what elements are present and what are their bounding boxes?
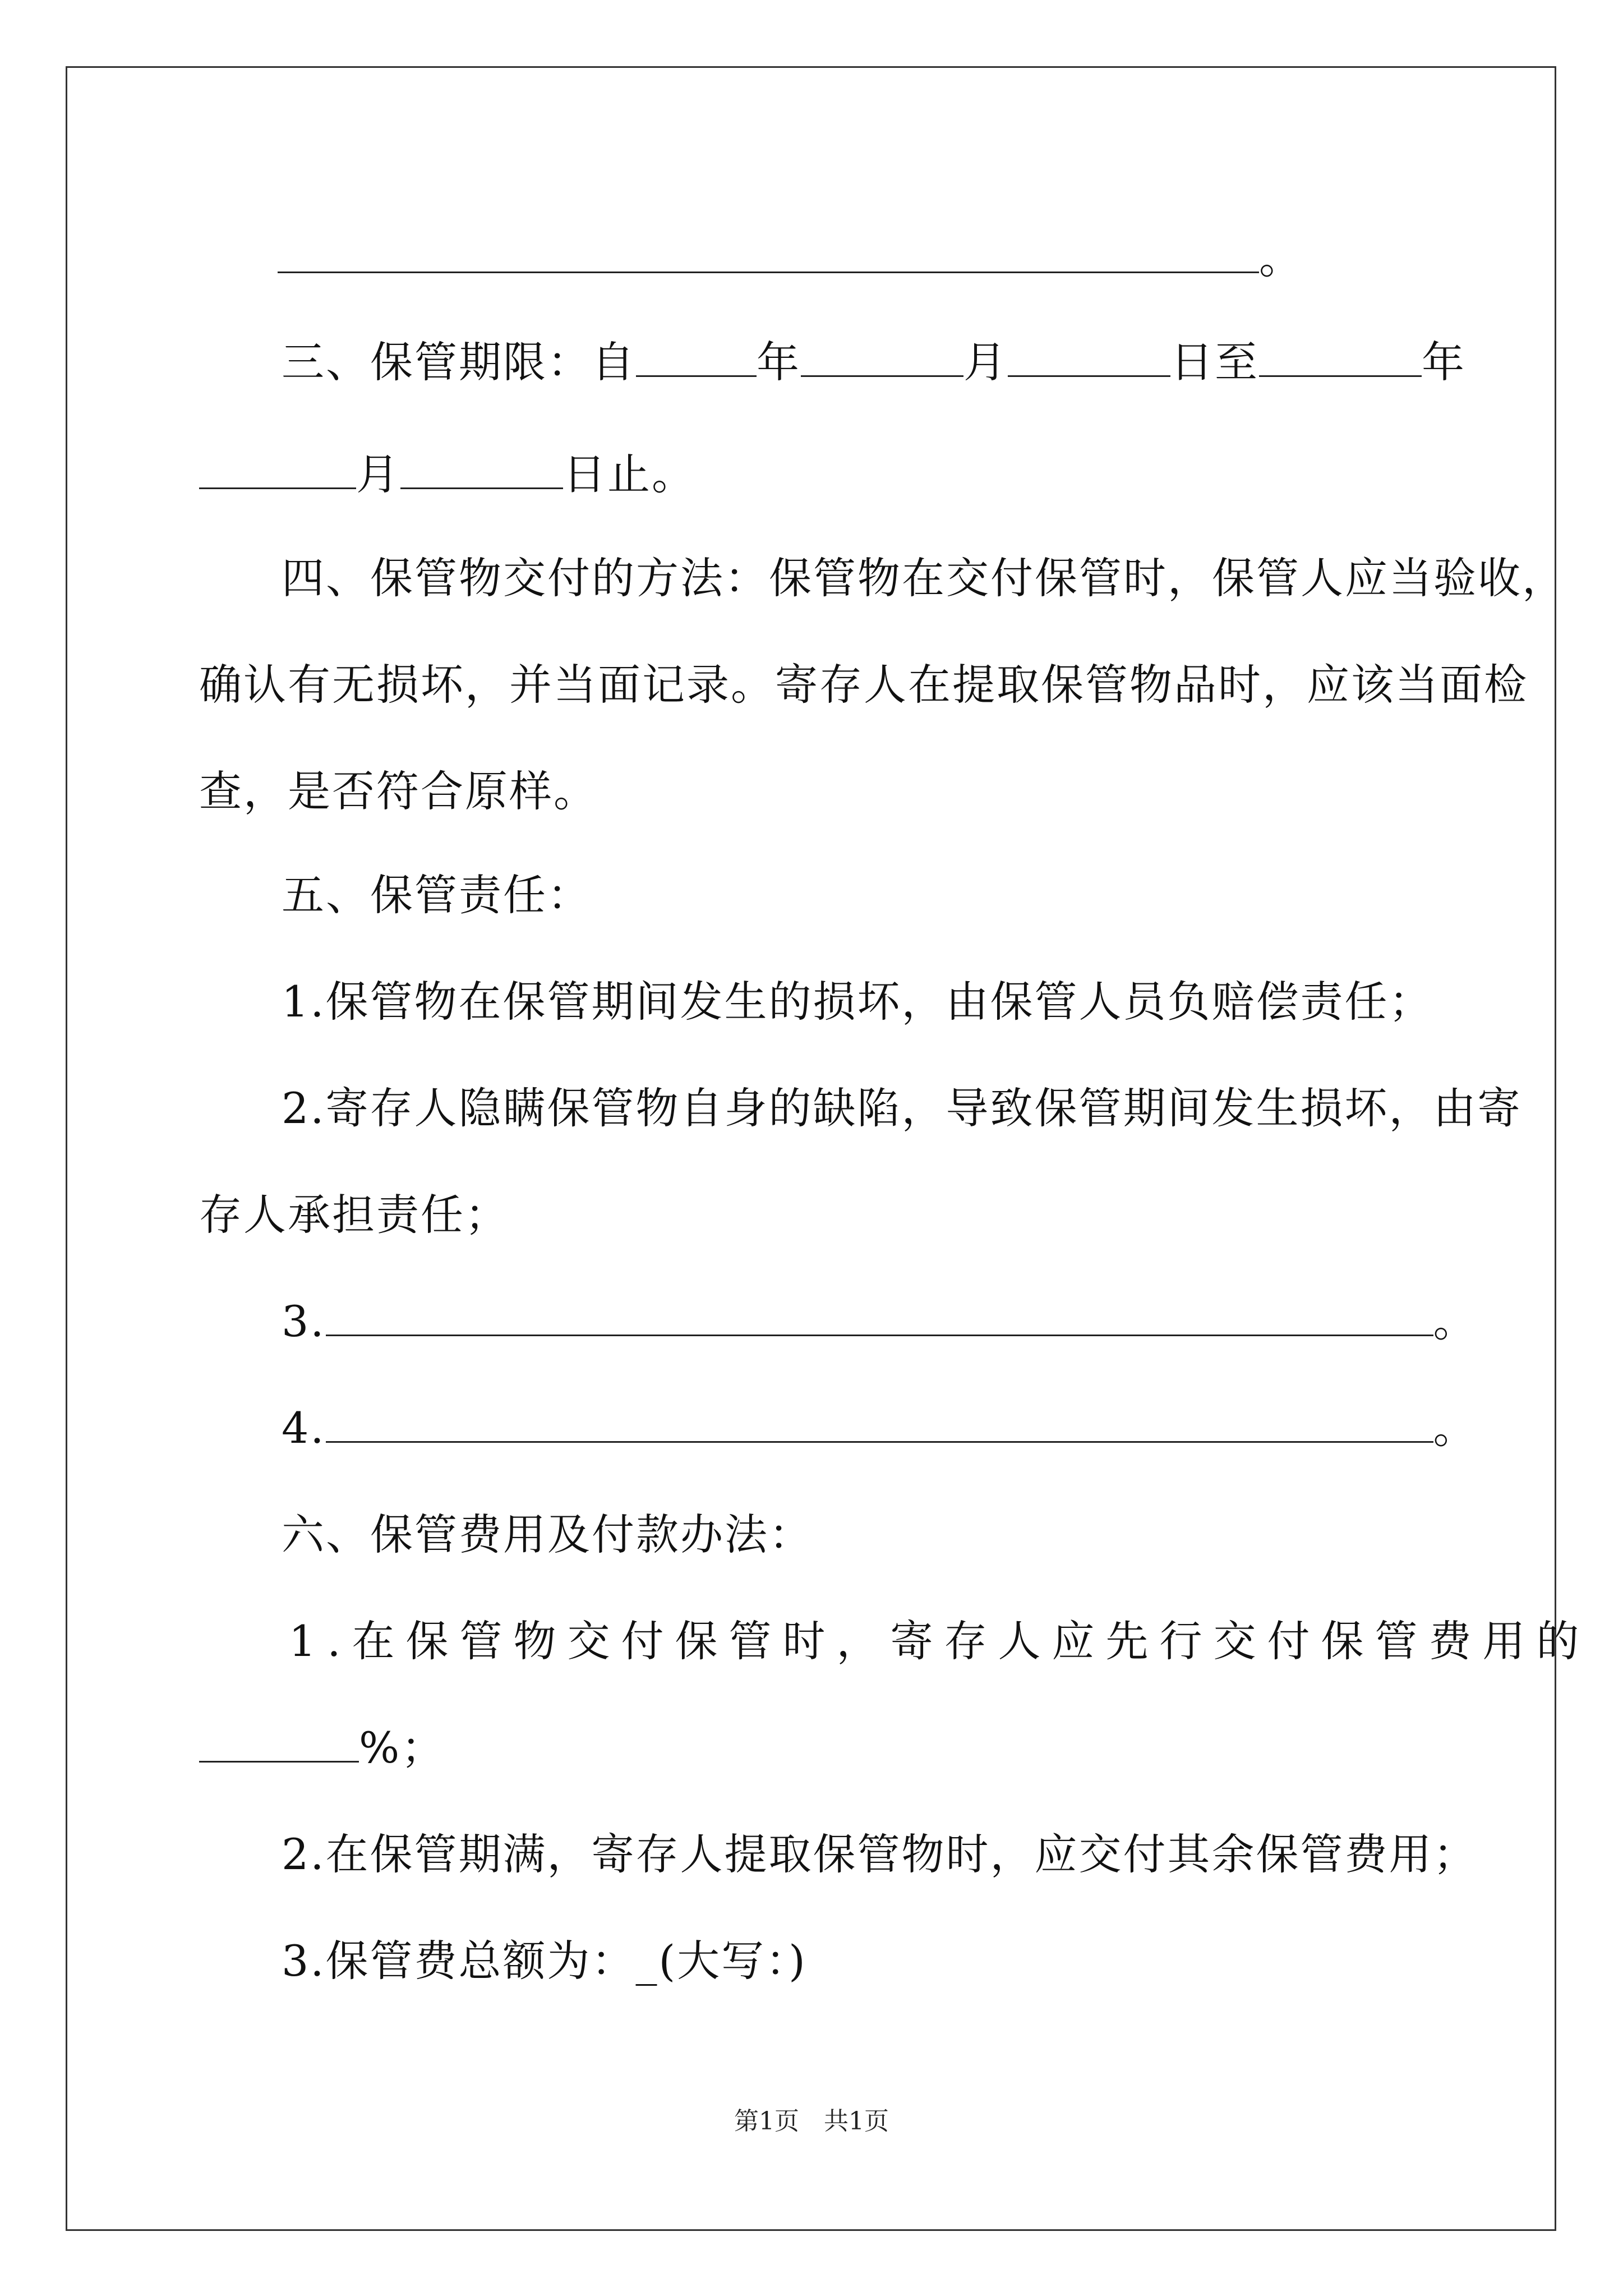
percent-blank[interactable] — [199, 1729, 359, 1763]
clause-4-line-2: 确认有无损坏，并当面记录。寄存人在提取保管物品时，应该当面检 — [199, 660, 1528, 710]
page-number: 第1页 共1页 — [734, 2107, 889, 2136]
clause-4-line-3: 查，是否符合原样。 — [199, 766, 598, 816]
blank-line-1: 。 — [278, 224, 1303, 286]
day-blank[interactable] — [400, 456, 563, 489]
page-border — [66, 66, 1556, 2231]
clause-6-item-1-continued: %； — [199, 1714, 445, 1775]
clause-4-heading-line: 四、保管物交付的方法：保管物在交付保管时，保管人应当验收， — [282, 553, 1566, 603]
clause-5-item-1: 1.保管物在保管期间发生的损坏，由保管人员负赔偿责任； — [282, 977, 1433, 1027]
month-blank[interactable] — [199, 456, 356, 489]
clause-6-item-3: 3.保管费总额为：_(大写：) — [282, 1936, 807, 1986]
clause-3-storage-period: 三、保管期限：自 年 月 日至 年 — [282, 337, 1466, 387]
fill-blank[interactable] — [278, 240, 1259, 273]
year-blank[interactable] — [1259, 344, 1422, 377]
clause-5-item-2: 2.寄存人隐瞒保管物自身的缺陷，导致保管期间发生损坏，由寄 — [282, 1083, 1522, 1133]
month-blank[interactable] — [801, 344, 963, 377]
fill-blank[interactable] — [326, 1410, 1433, 1443]
clause-6-item-1: 1.在保管物交付保管时，寄存人应先行交付保管费用的 — [289, 1616, 1590, 1666]
clause-3-continued: 月 日止。 — [199, 440, 696, 501]
day-blank[interactable] — [1008, 344, 1170, 377]
fill-blank[interactable] — [326, 1303, 1433, 1336]
clause-5-item-3: 3. 。 — [282, 1296, 1478, 1346]
year-blank[interactable] — [636, 344, 757, 377]
clause-5-item-4: 4. 。 — [282, 1403, 1478, 1453]
clause-5-heading: 五、保管责任： — [282, 870, 592, 920]
clause-5-item-2-continued: 存人承担责任； — [199, 1190, 509, 1240]
clause-6-item-2: 2.在保管期满，寄存人提取保管物时，应交付其余保管费用； — [282, 1829, 1478, 1879]
clause-6-heading: 六、保管费用及付款办法： — [282, 1510, 813, 1559]
